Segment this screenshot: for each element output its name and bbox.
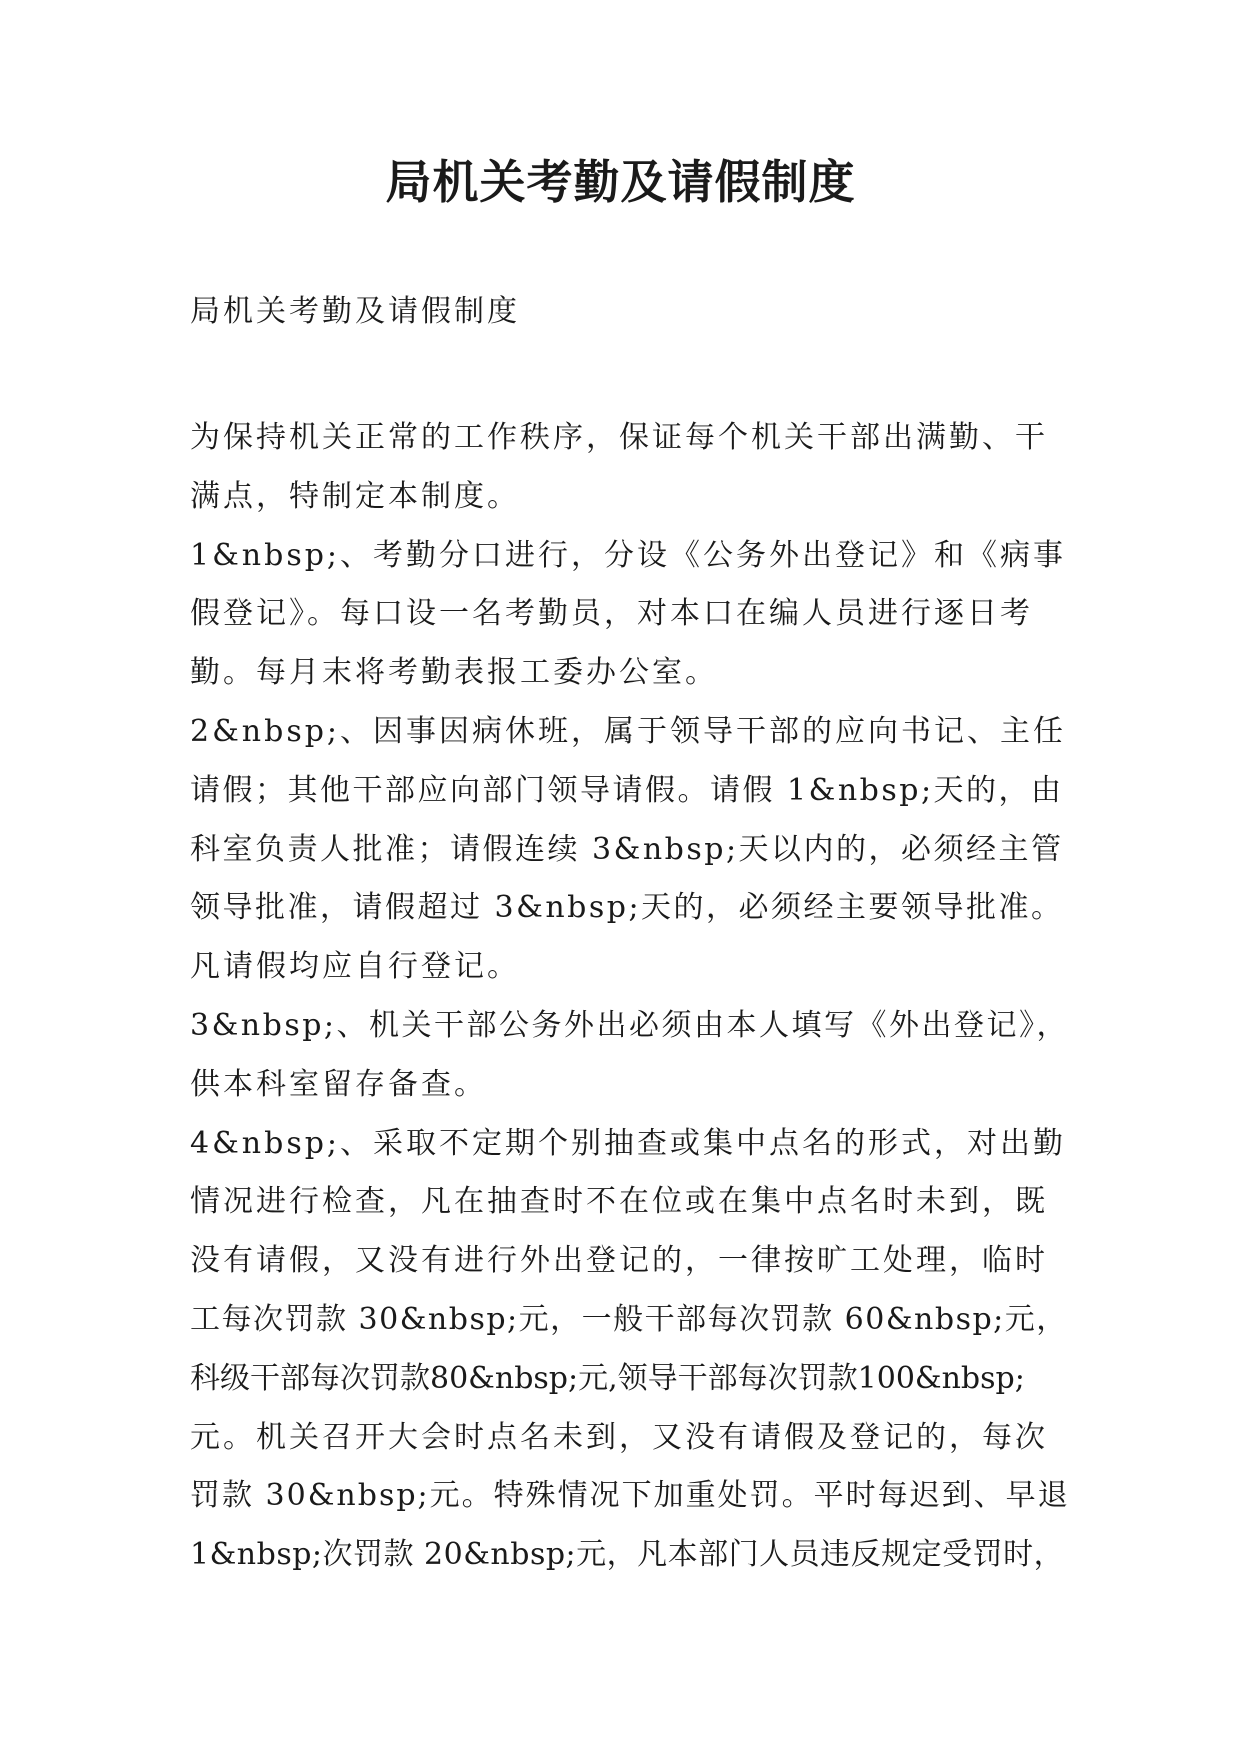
body-line: 供本科室留存备查。 [190,1066,487,1102]
body-line: 元。机关召开大会时点名未到，又没有请假及登记的，每次 [190,1419,1048,1455]
body-line: 1&nbsp;、考勤分口进行，分设《公务外出登记》和《病事 [190,537,1067,573]
body-line: 请假；其他干部应向部门领导请假。请假 1&nbsp;天的，由 [190,772,1064,808]
body-line: 4&nbsp;、采取不定期个别抽查或集中点名的形式，对出勤 [190,1125,1067,1161]
body-line: 满点，特制定本制度。 [190,478,520,514]
body-line: 勤。每月末将考勤表报工委办公室。 [190,655,718,691]
document-subtitle: 局机关考勤及请假制度 [190,294,520,329]
body-line: 科级干部每次罚款80&nbsp;元,领导干部每次罚款100&nbsp; [190,1360,1025,1396]
body-line: 凡请假均应自行登记。 [190,949,520,985]
document-body [190,409,1070,1585]
body-line: 罚款 30&nbsp;元。特殊情况下加重处罚。平时每迟到、早退 [190,1478,1070,1514]
body-line: 假登记》。每口设一名考勤员，对本口在编人员进行逐日考 [190,596,1033,632]
body-line: 领导批准，请假超过 3&nbsp;天的，必须经主要领导批准。 [190,890,1064,926]
body-line: 3&nbsp;、机关干部公务外出必须由本人填写《外出登记》， [190,1007,1070,1043]
body-line: 2&nbsp;、因事因病休班，属于领导干部的应向书记、主任 [190,713,1067,749]
document-title: 局机关考勤及请假制度 [385,155,856,209]
body-line: 科室负责人批准；请假连续 3&nbsp;天以内的，必须经主管 [190,831,1064,867]
body-line: 没有请假，又没有进行外出登记的，一律按旷工处理，临时 [190,1243,1048,1279]
body-line: 1&nbsp;次罚款 20&nbsp;元，凡本部门人员违反规定受罚时， [190,1537,1065,1573]
body-line: 为保持机关正常的工作秩序，保证每个机关干部出满勤、干 [190,420,1048,455]
body-line: 工每次罚款 30&nbsp;元，一般干部每次罚款 60&nbsp;元， [190,1301,1068,1337]
body-line: 情况进行检查，凡在抽查时不在位或在集中点名时未到，既 [190,1184,1048,1220]
